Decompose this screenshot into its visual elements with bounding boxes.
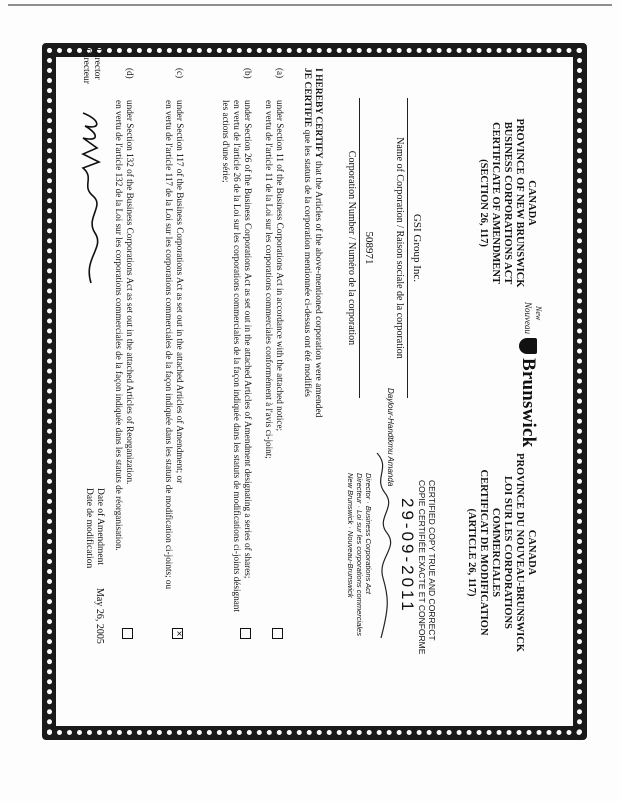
checkbox-b xyxy=(240,628,251,639)
checkbox-a xyxy=(272,628,283,639)
corporation-name: GSI Group Inc. xyxy=(411,213,423,283)
certify-statement: I HEREBY CERTIFY that the Articles of the above-mentioned corporation were amended JE CERTIFIE que les statuts de la corporation mentionnée ci-dessus ont été modifiés xyxy=(302,68,323,418)
stamp-date: 29-09-2011 xyxy=(398,498,417,614)
checkbox-c-checked: × xyxy=(172,628,183,639)
rotated-certificate: CANADA PROVINCE OF NEW BRUNSWICK BUSINESS CORPORATIONS ACT CERTIFICATE OF AMENDMENT (SECTION 26, 117) New Nouveau Brunswick CANADA PROVINCE DU NOUVEAU-BRUNSWICK LOI SUR LES CORPORATIONS COMMERCIALES CERTIFICAT DE MODIFICATION (ARTICLE 26, 117) CERTIFIED COPY TRUE AND CORRECT COPIE CERTIFIÉE EXACTE ET CONFORME 29-09-2011 Daylour-Handtkmu Amanda Director · Business Corporations Act Directeur · Loi sur les corporations commerciales New Brunswick · Nouveau-Brunswick GSI Group Inc. Name of Corporation / Raison sociale de la corporation 508971 Corporation Number / Numéro de la corporation I HEREBY CERTIFY that the Articles of the above-mentioned corporation were amended JE CERTIFIE que les statuts de la corporation mentionnée ci-dessus ont été modifiés (a) under Section 11 of the Business Corporations Act in accordance with the attached notice; en vertu de l'article 11 de la Loi sur les corporations commerciales conformément à l'avis ci-joint; (b) under Section 26 of the Business Corporations Act as set out in the attached Articles of Amendment designating a series of shares; en vertu de l'article 26 de la Loi sur les corporations commerciales de la façon indiquée dans les statuts de modifications ci-joints désignant les actions d'une série; (c) under Section 117 of the Business Corporations Act as set out in the attached Articles of Amendment; or en vertu de l'article 117 de la Loi sur les corporations commerciales de la façon indiquée dans les statuts de modification ci-joints; ou × (d) under Section 132 of the Business Corporations Act as set out in the attached Articles of Reorganization. en vertu de l'article 132 de la Loi sur les corporations commerciales de la façon indiquée dans les statuts de réorganisation. Director Directeur Date of Amendment Date de modification May 26, 2005 xyxy=(75,68,545,688)
stamp-signer: Daylour-Handtkmu Amanda xyxy=(386,388,395,487)
corporation-number: 508971 xyxy=(363,231,375,265)
stamp-footer: Director · Business Corporations Act Directeur · Loi sur les corporations commerciales New Brunswick · Nouveau-Brunswick xyxy=(346,473,373,636)
header-french: CANADA PROVINCE DU NOUVEAU-BRUNSWICK LOI SUR LES CORPORATIONS COMMERCIALES CERTIFICAT DE MODIFICATION (ARTICLE 26, 117) xyxy=(466,453,537,652)
director-label: Director Directeur xyxy=(81,48,102,84)
corporation-number-field xyxy=(346,68,375,428)
new-brunswick-logo: New Nouveau Brunswick xyxy=(518,302,543,448)
crest-icon xyxy=(519,338,537,354)
corporation-name-label: Name of Corporation / Raison sociale de la corporation xyxy=(394,137,405,359)
corporation-name-field xyxy=(394,68,423,428)
scan-edge-line xyxy=(8,4,612,6)
header-english: CANADA PROVINCE OF NEW BRUNSWICK BUSINESS CORPORATIONS ACT CERTIFICATE OF AMENDMENT (SECTION 26, 117) xyxy=(478,118,537,288)
certificate-content xyxy=(75,48,545,688)
amendment-date-label: Date of Amendment Date de modification xyxy=(84,488,105,569)
director-signature xyxy=(75,108,105,288)
checkbox-d xyxy=(122,628,133,639)
corporation-number-label: Corporation Number / Numéro de la corporation xyxy=(346,150,357,346)
amendment-date-value: May 26, 2005 xyxy=(94,588,105,644)
stamp-signature xyxy=(371,448,393,648)
field-rule xyxy=(359,98,360,398)
field-rule xyxy=(407,98,408,398)
certified-copy-stamp: CERTIFIED COPY TRUE AND CORRECT COPIE CERTIFIÉE EXACTE ET CONFORME xyxy=(417,480,437,655)
